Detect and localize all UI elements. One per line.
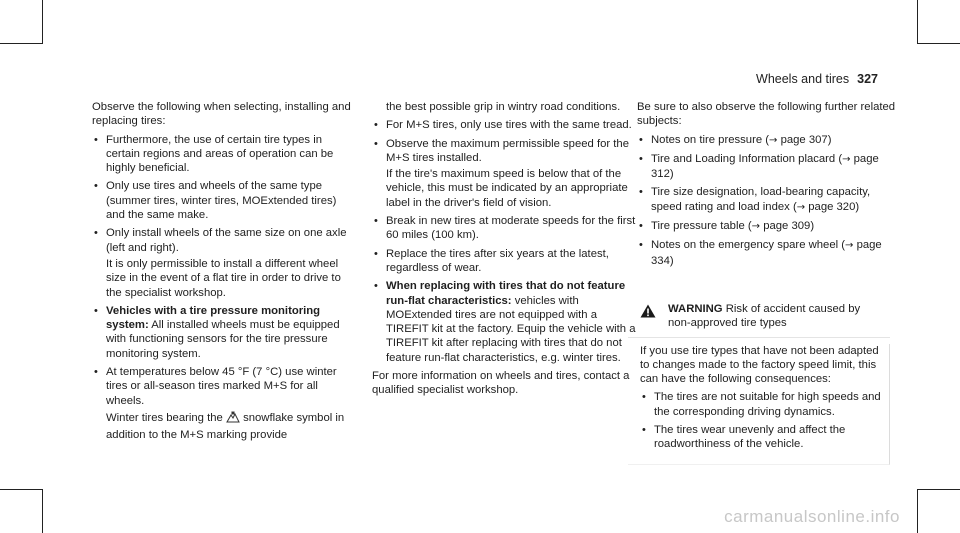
col2-outro: For more information on wheels and tires, contact a qualified specialist workshop. [372, 370, 630, 397]
arrow-right-icon: → [769, 134, 778, 146]
column-3 [637, 100, 903, 272]
col3-intro: Be sure to also observe the following further related subjects: [637, 101, 896, 128]
list-item-bold: Vehicles with a tire pressure monitoring system: [106, 304, 321, 332]
column-1 [92, 100, 358, 447]
list-item: • Break in new tires at moderate speeds for the first 60 miles (100 km). [372, 214, 638, 243]
list-item: • At temperatures below 45 °F (7 °C) use winter tires or all-season tires marked M+S for all wheels. Winter tires bearing the snowflake symbol in addition to the M+S marking provide [92, 365, 358, 442]
list-item: • Only use tires and wheels of the same type (summer tires, winter tires, MOExtended tires) and the same make. [92, 179, 358, 222]
list-item: • For M+S tires, only use tires with the same tread. [372, 118, 638, 132]
list-item: • Only install wheels of the same size on one axle (left and right). It is only permissible to install a different wheel size in the event of a flat tire in order to drive to the specialist workshop. [92, 226, 358, 299]
page-reference-link[interactable]: page 334) [651, 239, 882, 267]
list-item: • Vehicles with a tire pressure monitoring system: All installed wheels must be equipped with functioning sensors for the tire pressure monitoring system. [92, 304, 358, 361]
list-item-note: Winter tires bearing the snowflake symbol in addition to the M+S marking provide [106, 411, 345, 442]
list-item: • The tires are not suitable for high speeds and the corresponding driving dynamics. [640, 390, 883, 419]
list-item-note: It is only permissible to install a different wheel size in the event of a flat tire in order to drive to the specialist workshop. [106, 257, 341, 299]
arrow-right-icon: → [751, 221, 761, 233]
warning-box [628, 296, 890, 465]
page-reference-link[interactable]: page 309) [763, 220, 815, 233]
list-item: • The tires wear unevenly and affect the roadworthiness of the vehicle. [640, 423, 883, 452]
related-topic-item: • Tire size designation, load-bearing capacity, speed rating and load index (→ page 320) [637, 185, 903, 215]
column-2 [372, 100, 638, 402]
list-item: • Observe the maximum permissible speed for the M+S tires installed. If the tire's maximum speed is below that of the vehicle, this must be indicated by an appropriate label in the driver's field of vision. [372, 137, 638, 210]
list-item: • When replacing with tires that do not feature run-flat characteristics: vehicles with MOExtended tires are not equipped with a TIREFIT kit at the factory. Equip the vehicle with a TIREFIT kit after replacing with tires that do not feature run-flat characteristics, e.g. winter tires. [372, 279, 638, 365]
section-title: Wheels and tires [756, 72, 850, 86]
arrow-right-icon: → [842, 153, 851, 165]
warning-text: If you use tire types that have not been adapted to changes made to the factory speed limit, this can have the following consequences: [640, 344, 879, 386]
watermark: carmanualsonline.info [724, 507, 900, 526]
related-topic-item: • Tire pressure table (→ page 309) [637, 219, 903, 234]
col2-list [372, 118, 638, 365]
arrow-right-icon: → [845, 240, 854, 252]
list-item: • Replace the tires after six years at the latest, regardless of wear. [372, 247, 638, 276]
snowflake-mountain-icon [226, 410, 240, 428]
related-topic-item: • Tire and Loading Information placard (→ page 312) [637, 152, 903, 182]
list-item: • Furthermore, the use of certain tire types in certain regions and areas of operation can be highly beneficial. [92, 133, 358, 176]
warning-list [640, 390, 883, 451]
arrow-right-icon: → [796, 201, 806, 213]
page-header [756, 72, 878, 86]
warning-title: Risk of accident caused by non-approved tire types [668, 303, 861, 330]
related-topic-item: • Notes on tire pressure (→ page 307) [637, 133, 903, 148]
list-item-bold: When replacing with tires that do not feature run-flat characteristics: [386, 280, 626, 307]
related-topic-item: • Notes on the emergency spare wheel (→ page 334) [637, 238, 903, 268]
page-reference-link[interactable]: page 307) [780, 133, 832, 146]
page-number: 327 [857, 72, 878, 86]
col1-intro: Observe the following when selecting, installing and replacing tires: [92, 101, 351, 128]
related-topics-list [637, 133, 903, 268]
col2-continuation: the best possible grip in wintry road conditions. [386, 101, 621, 113]
col1-list [92, 133, 358, 443]
warning-triangle-icon [640, 304, 656, 322]
list-item-note: If the tire's maximum speed is below that of the vehicle, this must be indicated by an appropriate label in the driver's field of vision. [386, 168, 628, 209]
warning-header [628, 296, 890, 338]
warning-label: WARNING [668, 303, 723, 315]
page-reference-link[interactable]: page 320) [808, 200, 860, 213]
page-reference-link[interactable]: page 312) [651, 152, 879, 181]
warning-body [628, 344, 890, 465]
